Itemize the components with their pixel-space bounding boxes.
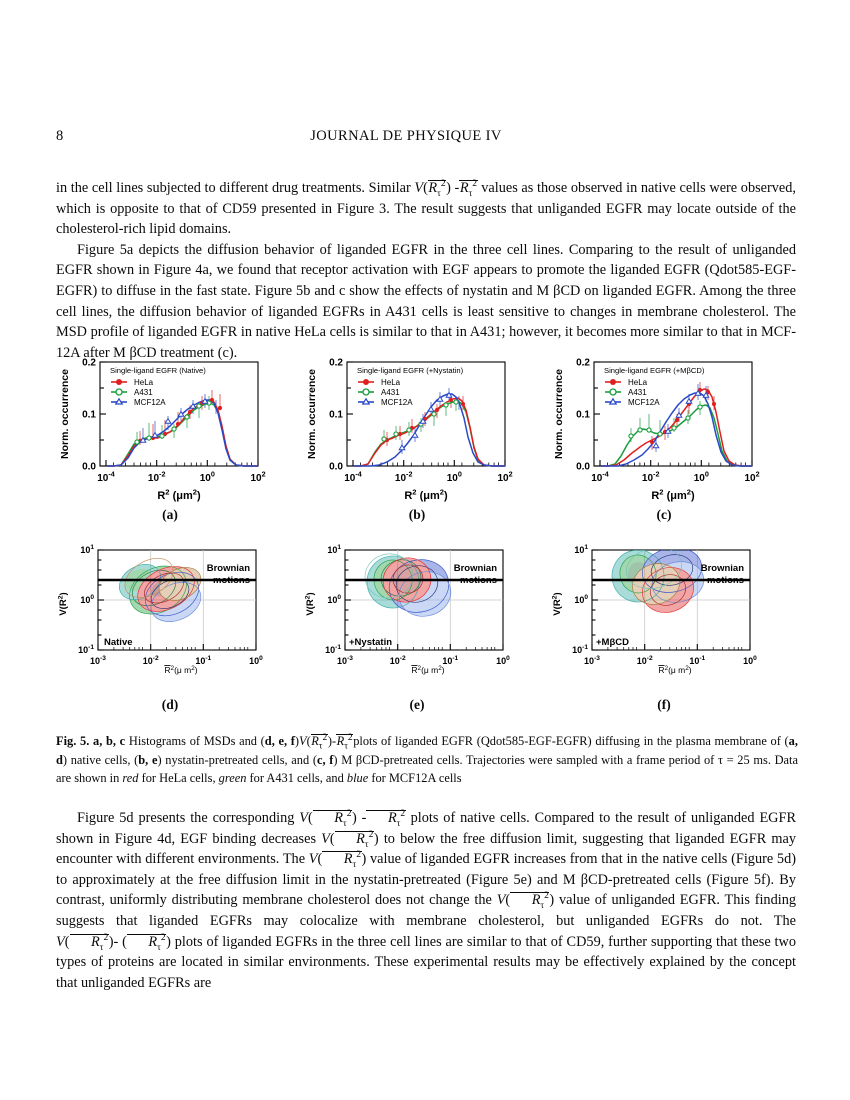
y-tick-2: $10^1$ bbox=[80, 544, 94, 555]
caption-bold-cf: c, f bbox=[317, 752, 334, 767]
x-tick-1: $10^{-2}$ bbox=[641, 469, 660, 484]
y-tick-0: $10^{-1}$ bbox=[325, 644, 341, 655]
contour-plot-f bbox=[548, 542, 780, 700]
x-tick-1: $10^{-2}$ bbox=[147, 469, 166, 484]
figure-caption: Fig. 5. a, b, c Histograms of MSDs and (d, e, $f)V(R_\tau^2)-R_\tau^2plots$ of liganded EGFR (Qdot585-EGF-EGFR) diffusing in the plasma membrane of (a, d) native cells, (b, e) nystatin-pretreated cells, and (c, f) M βCD-pretreated cells. Trajectories were sampled with a frame period of τ = 25 ms. Data are shown in red for HeLa cells, green for A431 cells, and blue for MCF12A cells bbox=[56, 731, 798, 786]
x-axis-label: $R^2(\mu$ $m^2$) bbox=[658, 665, 692, 675]
x-tick-0: $10^{-3}$ bbox=[90, 655, 106, 666]
histogram-plot-a bbox=[54, 352, 286, 510]
brownian-label-line2: motions bbox=[707, 575, 744, 586]
figure-row-histograms bbox=[52, 352, 798, 530]
x-tick-2: $10^{-1}$ bbox=[689, 655, 706, 666]
y-tick-1: $10^0$ bbox=[574, 594, 588, 605]
legend-label-a431: A431 bbox=[381, 388, 400, 397]
brownian-label-line2: motions bbox=[213, 575, 250, 586]
y-axis-label: Norm. occurrence bbox=[59, 369, 71, 459]
caption-bold-abc: a, b, c bbox=[93, 734, 126, 748]
y-tick-2: 0.2 bbox=[329, 357, 343, 369]
y-tick-2: 0.2 bbox=[82, 357, 96, 369]
y-tick-1: 0.1 bbox=[82, 409, 96, 421]
x-tick-3: $10^2$ bbox=[744, 469, 760, 484]
math-v-rtau-3: V( $R_\tau^2$) bbox=[308, 849, 367, 870]
y-tick-0: $10^{-1}$ bbox=[572, 644, 588, 655]
x-axis-label: $R^2$ $(\mu m^2)$ bbox=[404, 487, 448, 502]
caption-color-green: green bbox=[218, 771, 247, 786]
legend-label-hela: HeLa bbox=[134, 378, 154, 387]
legend-label-mcf12a: MCF12A bbox=[628, 398, 660, 407]
math-v-rtau-1: V( $R_\tau^2) - R_\tau^2$ bbox=[299, 808, 406, 828]
x-axis-label: $R^2(\mu$ $m^2$) bbox=[411, 665, 445, 675]
x-tick-2: $10^{-1}$ bbox=[195, 655, 212, 666]
x-tick-0: $10^{-4}$ bbox=[97, 469, 115, 484]
x-tick-2: $10^{-1}$ bbox=[442, 655, 459, 666]
x-tick-3: $10^0$ bbox=[249, 655, 263, 666]
caption-label: Fig. 5. bbox=[56, 734, 90, 748]
running-head bbox=[56, 128, 796, 146]
panel-title-c: Single-ligand EGFR (+MβCD) bbox=[604, 366, 705, 375]
math-v-rtau: $V(R_\tau^2)$ $-R_\tau^2$ bbox=[414, 178, 478, 198]
legend-label-a431: A431 bbox=[134, 388, 153, 397]
x-axis-label: $R^2$ $(\mu m^2)$ bbox=[651, 487, 695, 502]
x-tick-3: $10^0$ bbox=[496, 655, 510, 666]
brownian-label-line2: motions bbox=[460, 575, 497, 586]
x-tick-3: $10^2$ bbox=[497, 469, 513, 484]
histogram-plot-b bbox=[301, 352, 533, 510]
figure-5 bbox=[52, 352, 798, 724]
panel-title-b: Single-ligand EGFR (+Nystatin) bbox=[357, 366, 464, 375]
math-v-rtau-4: V( $R_\tau^2$) bbox=[496, 890, 555, 911]
x-tick-2: $10^0$ bbox=[446, 469, 462, 484]
panel-e-nystatin bbox=[301, 542, 533, 720]
panel-tag-a: (a) bbox=[162, 507, 178, 522]
condition-label-f: +MβCD bbox=[596, 637, 629, 648]
y-axis-label: $V(R^2)$ bbox=[57, 592, 69, 616]
math-v-rtau-5: V( $R_\tau^2)-$ ( $R_\tau^2$) bbox=[56, 931, 171, 952]
y-axis-label: $V(R^2)$ bbox=[304, 592, 316, 616]
legend-label-hela: HeLa bbox=[381, 378, 401, 387]
panel-a-native bbox=[54, 352, 286, 530]
y-tick-1: $10^0$ bbox=[327, 594, 341, 605]
caption-bold-ad: a, d bbox=[56, 734, 798, 767]
x-tick-2: $10^0$ bbox=[199, 469, 215, 484]
panel-d-native bbox=[54, 542, 286, 720]
paragraph-2: Figure 5a depicts the diffusion behavior of liganded EGFR in the three cell lines. Comparing to the result of unliganded EGFR shown in Figure 4a, we found that receptor activation with EGF appears to promote the liganded EGFR (Qdot585-EGF-EGFR) to diffuse in the fast state. Figure 5b and c show the effects of nystatin and M βCD on liganded EGFR. Among the three cell lines, the diffusion behavior of liganded EGFRs in A431 cells is least sensitive to changes in membrane cholesterol. The MSD profile of liganded EGFR in native HeLa cells is similar to that in A431; however, it becomes more similar to that in MCF-12A after M βCD treatment (c). bbox=[56, 241, 796, 361]
x-tick-0: $10^{-3}$ bbox=[337, 655, 353, 666]
legend-label-mcf12a: MCF12A bbox=[381, 398, 413, 407]
x-axis-label: $R^2$ $(\mu m^2)$ bbox=[157, 487, 201, 502]
caption-bold-be: b, e bbox=[138, 752, 158, 767]
brownian-label-line1: Brownian bbox=[453, 563, 497, 574]
y-tick-2: $10^1$ bbox=[327, 544, 341, 555]
panel-tag-e: (e) bbox=[409, 697, 425, 712]
y-tick-1: 0.1 bbox=[576, 409, 590, 421]
figure-row-contours bbox=[52, 542, 798, 720]
caption-color-blue: blue bbox=[346, 771, 369, 786]
y-tick-0: $10^{-1}$ bbox=[78, 644, 94, 655]
page-number: 8 bbox=[56, 128, 64, 144]
caption-color-red: red bbox=[122, 771, 139, 786]
panel-title-a: Single-ligand EGFR (Native) bbox=[110, 366, 206, 375]
body-text-top bbox=[56, 178, 796, 363]
x-tick-0: $10^{-3}$ bbox=[584, 655, 600, 666]
y-tick-0: 0.0 bbox=[329, 461, 343, 473]
y-axis-label: $V(R^2)$ bbox=[551, 592, 563, 616]
y-tick-1: 0.1 bbox=[329, 409, 343, 421]
panel-tag-f: (f) bbox=[657, 697, 671, 712]
body-text-bottom bbox=[56, 808, 796, 993]
caption-bold-def: d, e, f bbox=[264, 734, 295, 748]
panel-tag-c: (c) bbox=[656, 507, 672, 522]
math-v-rtau-2: V( $R_\tau^2$) bbox=[321, 828, 379, 849]
contour-plot-e bbox=[301, 542, 533, 700]
x-tick-1: $10^{-2}$ bbox=[394, 469, 413, 484]
x-tick-0: $10^{-4}$ bbox=[591, 469, 609, 484]
brownian-label-line1: Brownian bbox=[206, 563, 250, 574]
legend-label-hela: HeLa bbox=[628, 378, 648, 387]
x-tick-1: $10^{-2}$ bbox=[636, 655, 653, 666]
journal-title: JOURNAL DE PHYSIQUE IV bbox=[310, 128, 502, 144]
x-tick-2: $10^0$ bbox=[693, 469, 709, 484]
y-tick-0: 0.0 bbox=[82, 461, 96, 473]
legend-label-mcf12a: MCF12A bbox=[134, 398, 166, 407]
x-tick-0: $10^{-4}$ bbox=[344, 469, 362, 484]
panel-c-mbcd bbox=[548, 352, 780, 530]
paragraph-1: in the cell lines subjected to different drug treatments. Similar $V(R_\tau^2)$ $-R_\tau^2$ values as those observed in native cells were observed, which is opposite to that of CD59 presented in Figure 3. The result suggests that unliganded EGFR may locate outside of the cholesterol-rich lipid domains. bbox=[56, 178, 796, 238]
math-v-rtau-caption: $V(R_\tau^2)-R_\tau^2$ bbox=[299, 731, 353, 751]
panel-tag-d: (d) bbox=[161, 697, 179, 712]
y-tick-0: 0.0 bbox=[576, 461, 590, 473]
contour-plot-d bbox=[54, 542, 286, 700]
panel-f-mbcd bbox=[548, 542, 780, 720]
y-tick-2: 0.2 bbox=[576, 357, 590, 369]
x-tick-3: $10^2$ bbox=[250, 469, 266, 484]
x-axis-label: $R^2(\mu$ $m^2$) bbox=[164, 665, 198, 675]
y-axis-label: Norm. occurrence bbox=[306, 369, 318, 459]
paragraph-3: Figure 5d presents the corresponding V( $R_\tau^2) - R_\tau^2$ plots of native cells. Compared to the result of unliganded EGFR shown in Figure 4d, EGF binding decreases V( $R_\tau^2$) to below the free diffusion limit, suggesting that liganded EGFR may encounter with different environments. The V( $R_\tau^2$) value of liganded EGFR increases from that in the native cells (Figure 5d) to approximately at the free diffusion limit in the nystatin-pretreated (Figure 5e) and M βCD-pretreated cells (Figure 5f). By contrast, uniformly distributing membrane cholesterol does not change the V( $R_\tau^2$) value of unliganded EGFR. This finding suggests that liganded EGFRs may colocalize with membrane cholesterol, but unliganded EGFRs do not. The V( $R_\tau^2)-$ ( $R_\tau^2$) plots of liganded EGFRs in the three cell lines are similar to that of CD59, further supporting that these two types of proteins are located in similar environments. These experimental results may be effectively explained by the concept that unliganded EGFRs are bbox=[56, 808, 797, 991]
histogram-plot-c bbox=[548, 352, 780, 510]
panel-tag-b: (b) bbox=[408, 507, 426, 522]
x-tick-3: $10^0$ bbox=[743, 655, 757, 666]
x-tick-1: $10^{-2}$ bbox=[389, 655, 406, 666]
y-tick-2: $10^1$ bbox=[574, 544, 588, 555]
legend-label-a431: A431 bbox=[628, 388, 647, 397]
panel-b-nystatin bbox=[301, 352, 533, 530]
condition-label-e: +Nystatin bbox=[349, 637, 393, 648]
y-axis-label: Norm. occurrence bbox=[553, 369, 565, 459]
y-tick-1: $10^0$ bbox=[80, 594, 94, 605]
condition-label-d: Native bbox=[104, 637, 133, 648]
brownian-label-line1: Brownian bbox=[700, 563, 744, 574]
x-tick-1: $10^{-2}$ bbox=[142, 655, 159, 666]
